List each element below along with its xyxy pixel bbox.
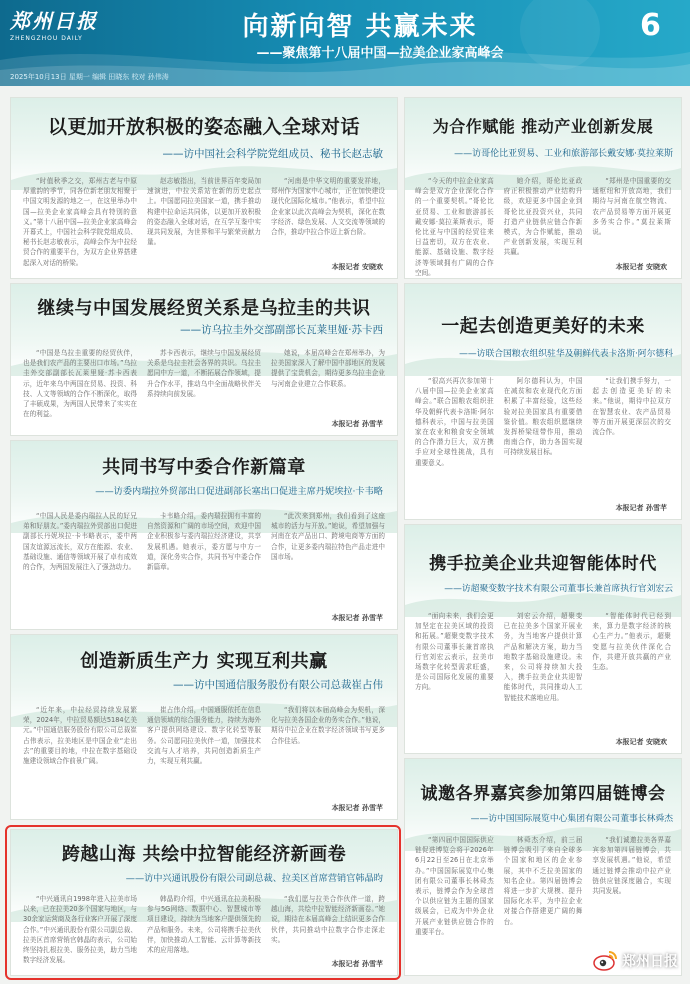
article-source: ——访哥伦比亚贸易、工业和旅游部长戴安娜·莫拉莱斯 (454, 149, 673, 159)
article-paragraph: 她说，本届高峰会在郑州举办，为拉美国家深入了解中国中部地区的发展提供了宝贵机会，期待更多乌拉圭企业与河南企业建立合作联系。 (271, 349, 385, 388)
article-paragraph: “中国人民是委内瑞拉人民的好兄弟和好朋友。”委内瑞拉外贸部出口促进副部长丹妮埃拉·卡韦略表示，委中两国友谊源远流长，双方在能源、农业、基础设施、通信等领域开展了卓有成效的合作，为两国发展注入了强劲动力。 (23, 512, 137, 572)
article-title: 为合作赋能 推动产业创新发展 (432, 117, 654, 136)
article-reporter: 本报记者 安晓欢 (331, 263, 383, 271)
article-reporter: 本报记者 孙雪芊 (331, 960, 383, 968)
article-card (404, 97, 682, 279)
watermark-text: 郑州日报 (622, 954, 678, 970)
article-paragraph: “第四届中国国际供应链促进博览会将于2026年6月22日至26日在北京举办。”中国国际展览中心集团有限公司董事长林舜杰表示，链博会作为全球首个以供应链为主题的国家级展会，已成为中外企业开展产业链供应链合作的重要平台。 (415, 836, 494, 936)
article-paragraph: “近年来，中拉经贸持续发展繁荣，2024年，中拉贸易额达5184亿美元。”中国通信服务股份有限公司总裁崔占伟表示，拉美地区是中国企业“走出去”的重要目的地，中拉在数字基础设施建设领域合作前景广阔。 (23, 706, 137, 766)
article-source: ——访乌拉圭外交部副部长瓦莱里娅·苏卡西 (180, 324, 383, 336)
article-card (10, 97, 398, 279)
article-paragraph: 她介绍，哥伦比亚政府正积极推动产业结构升级，欢迎更多中国企业到哥伦比亚投资兴业，共同打造产业链供应链合作新模式，为合作赋能，推动产业创新发展，实现互利共赢。 (503, 177, 583, 257)
article-source: ——访中国通信服务股份有限公司总裁崔占伟 (173, 679, 383, 691)
article-paragraph: 赵志敏指出，当前世界百年变局加速演进，中拉关系站在新的历史起点上。中国愿同拉美国家一道，携手推动构建中拉命运共同体，以更加开放积极的姿态融入全球对话，在互学互鉴中实现共同发展，为世界和平与繁荣贡献力量。 (147, 177, 261, 247)
article-source: ——访委内瑞拉外贸部出口促进副部长塞出口促进主席丹妮埃拉·卡韦略 (95, 486, 383, 497)
article-source: ——访中兴通讯股份有限公司副总裁、拉美区首席营销官韩晶昀 (125, 873, 383, 884)
article-paragraph: “时值秋季之交，郑州古老与中原厚重韵的季节，同各位新老朋友相聚于中国文明发源的地之一，在这里举办中国—拉美企业家高峰会具有特别的意义。”第十八届中国—拉美企业家高峰会开幕式上，中国社会科学院党组成员、秘书长赵志敏表示，高峰会作为中拉经贸合作的重要平台，为双方企业界搭建起深入对话的桥梁。 (23, 177, 137, 267)
paper-name-en: ZHENGZHOU DAILY (10, 35, 83, 42)
article-title: 共同书写中委合作新篇章 (102, 457, 306, 478)
page-number: 6 (640, 8, 661, 43)
article-paragraph: “很高兴再次参加第十八届中国—拉美企业家高峰会。”联合国粮农组织驻华及朝鲜代表卡洛斯·阿尔德科表示，中国与拉美国家在农业和粮食安全领域的合作潜力巨大，双方携手应对全球性挑战，具有重要意义。 (415, 377, 494, 467)
article-paragraph: 刘宏云介绍，超聚变已在拉美多个国家开展业务，为当地客户提供计算产品和解决方案，助力当地数字基础设施建设。未来，公司将持续加大投入，携手拉美企业共迎智能体时代，共同推动人工智能技术落地应用。 (503, 612, 583, 702)
article-paragraph: “今天的中拉企业家高峰会是双方企业深化合作的一个重要契机。”哥伦比亚贸易、工业和旅游部长戴安娜·莫拉莱斯表示，哥伦比亚与中国的经贸往来日益密切，双方在农业、能源、基础设施、数字经济等领域拥有广阔的合作空间。 (415, 177, 494, 277)
article-card (10, 283, 398, 436)
article-paragraph: “中国是乌拉圭重要的经贸伙伴，也是我们农产品的主要出口市场。”乌拉圭外交部副部长瓦莱里娅·苏卡西表示，近年来乌中两国在贸易、投资、科技、人文等领域的合作不断深化，取得了丰硕成果，为两国人民带来了实实在在的利益。 (23, 349, 137, 419)
article-title: 跨越山海 共绘中拉智能经济新画卷 (61, 844, 347, 865)
article-paragraph: “面向未来，我们会更加坚定在拉美区域的投资和拓展。”超聚变数字技术有限公司董事长兼首席执行官刘宏云表示，拉美市场数字化转型需求旺盛，是公司国际化发展的重要方向。 (415, 612, 494, 692)
article-source: ——访中国国际展览中心集团有限公司董事长林舜杰 (470, 814, 673, 824)
article-reporter: 本报记者 孙雪芊 (331, 420, 383, 428)
article-reporter: 本报记者 安晓欢 (615, 263, 667, 271)
article-title: 携手拉美企业共迎智能体时代 (429, 554, 657, 574)
article-card (404, 758, 682, 976)
article-reporter: 本报记者 孙雪芊 (331, 614, 383, 622)
article-paragraph: “我们诚邀拉美各界嘉宾参加第四届链博会，共享发展机遇。”他说，希望通过链博会推动中拉产业链供应链深度融合，实现共同发展。 (592, 836, 672, 896)
article-paragraph: “我们将以本届高峰会为契机，深化与拉美各国企业的务实合作。”他说，期待中拉企业在数字经济领域书写更多合作佳话。 (271, 706, 385, 745)
article-paragraph: “此次来到郑州，我们看到了这座城市的活力与开放。”她说，希望加强与河南在农产品出口、跨境电商等方面的合作，让更多委内瑞拉特色产品走进中国市场。 (271, 512, 385, 561)
article-reporter: 本报记者 安晓欢 (615, 738, 667, 746)
article-reporter: 本报记者 孙雪芊 (331, 804, 383, 812)
article-reporter: 本报记者 孙雪芊 (615, 504, 667, 512)
article-paragraph: 阿尔德科认为，中国在减贫和农业现代化方面积累了丰富经验，这些经验对拉美国家具有重要借鉴价值。粮农组织愿继续发挥桥梁纽带作用，推动南南合作，助力各国实现可持续发展目标。 (503, 377, 583, 457)
article-paragraph: 崔占伟介绍，中国通服依托在信息通信领域的综合服务能力，持续为海外客户提供网络建设、数字化转型等服务。公司愿同拉美伙伴一道，加强技术交流与人才培养，共同创造新质生产力，实现互利共赢。 (147, 706, 261, 766)
issue-line: 2025年10月13日 星期一 编辑 田晓东 校对 孙伟涛 (10, 73, 169, 81)
article-card (404, 524, 682, 754)
article-paragraph: 林舜杰介绍，前三届链博会吸引了来自全球多个国家和地区的企业参展，其中不乏拉美国家的知名企业。第四届链博会将进一步扩大规模、提升国际化水平，为中拉企业对接合作搭建更广阔的舞台。 (503, 836, 583, 926)
article-source: ——访联合国粮农组织驻华及朝鲜代表卡洛斯·阿尔德科 (459, 349, 673, 359)
article-paragraph: 苏卡西表示，继续与中国发展经贸关系是乌拉圭社会各界的共识。乌拉圭愿同中方一道，不断拓展合作领域，提升合作水平，推动乌中全面战略伙伴关系持续向前发展。 (147, 349, 261, 398)
article-card (404, 283, 682, 520)
page-subtitle: ——聚焦第十八届中国—拉美企业家高峰会 (256, 46, 504, 61)
paper-name: 郑州日报 (10, 9, 98, 33)
article-paragraph: “我们愿与拉美合作伙伴一道，跨越山海，共绘中拉智能经济新画卷。”她说，期待在本届高峰会上结识更多合作伙伴，共同推动中拉数字合作走深走实。 (271, 895, 385, 944)
article-card (10, 634, 398, 820)
paper-logo (10, 5, 98, 42)
page-title: 向新向智 共赢未来 (242, 12, 478, 42)
article-paragraph: “让我们携手努力，一起去创造更美好的未来。”他说，期待中拉双方在智慧农业、农产品贸易等方面开展更深层次的交流合作。 (592, 377, 672, 437)
masthead (0, 0, 690, 86)
article-title: 一起去创造更美好的未来 (441, 316, 645, 337)
article-paragraph: “智能体时代已经到来，算力是数字经济的核心生产力。”他表示，超聚变愿与拉美伙伴深化合作，共建开放共赢的产业生态。 (592, 612, 672, 672)
selection-highlight-box (5, 825, 401, 980)
article-paragraph: “中兴通讯自1998年进入拉美市场以来，已在拉美20多个国家与地区，与30余家运营商及各行业客户开展了深度合作。”中兴通讯股份有限公司副总裁、拉美区首席营销官韩晶昀表示，公司始终坚持扎根拉美、服务拉美，助力当地数字经济发展。 (23, 895, 137, 965)
article-source: ——访中国社会科学院党组成员、秘书长赵志敏 (162, 148, 383, 160)
article-title: 继续与中国发展经贸关系是乌拉圭的共识 (37, 298, 371, 319)
article-source: ——访超聚变数字技术有限公司董事长兼首席执行官刘宏云 (444, 584, 673, 594)
article-title: 创造新质生产力 实现互利共赢 (80, 651, 328, 672)
article-paragraph: 卡韦略介绍，委内瑞拉拥有丰富的自然资源和广阔的市场空间，欢迎中国企业积极参与委内瑞拉经济建设，共享发展机遇。她表示，委方愿与中方一道，深化务实合作，共同书写中委合作新篇章。 (147, 512, 261, 572)
article-paragraph: 韩晶昀介绍，中兴通讯在拉美积极参与5G网络、数据中心、智慧城市等项目建设，持续为当地客户提供领先的产品和服务。未来，公司将携手拉美伙伴，加快推动人工智能、云计算等新技术的应用落地。 (147, 895, 261, 955)
article-title: 以更加开放积极的姿态融入全球对话 (47, 116, 360, 138)
article-title: 诚邀各界嘉宾参加第四届链博会 (420, 784, 666, 804)
weibo-logo-icon (592, 948, 618, 974)
article-card (10, 440, 398, 630)
article-paragraph: “河南是中华文明的重要发祥地，郑州作为国家中心城市，正在加快建设现代化国际化城市。”他表示，希望中拉企业家以此次高峰会为契机，深化在数字经济、绿色发展、人文交流等领域的合作，推动中拉合作迈上新台阶。 (271, 177, 385, 237)
article-paragraph: “郑州是中国重要的交通枢纽和开放高地，我们期待与河南在航空物流、农产品贸易等方面开展更多务实合作。”莫拉莱斯说。 (592, 177, 672, 237)
watermark (592, 948, 678, 974)
